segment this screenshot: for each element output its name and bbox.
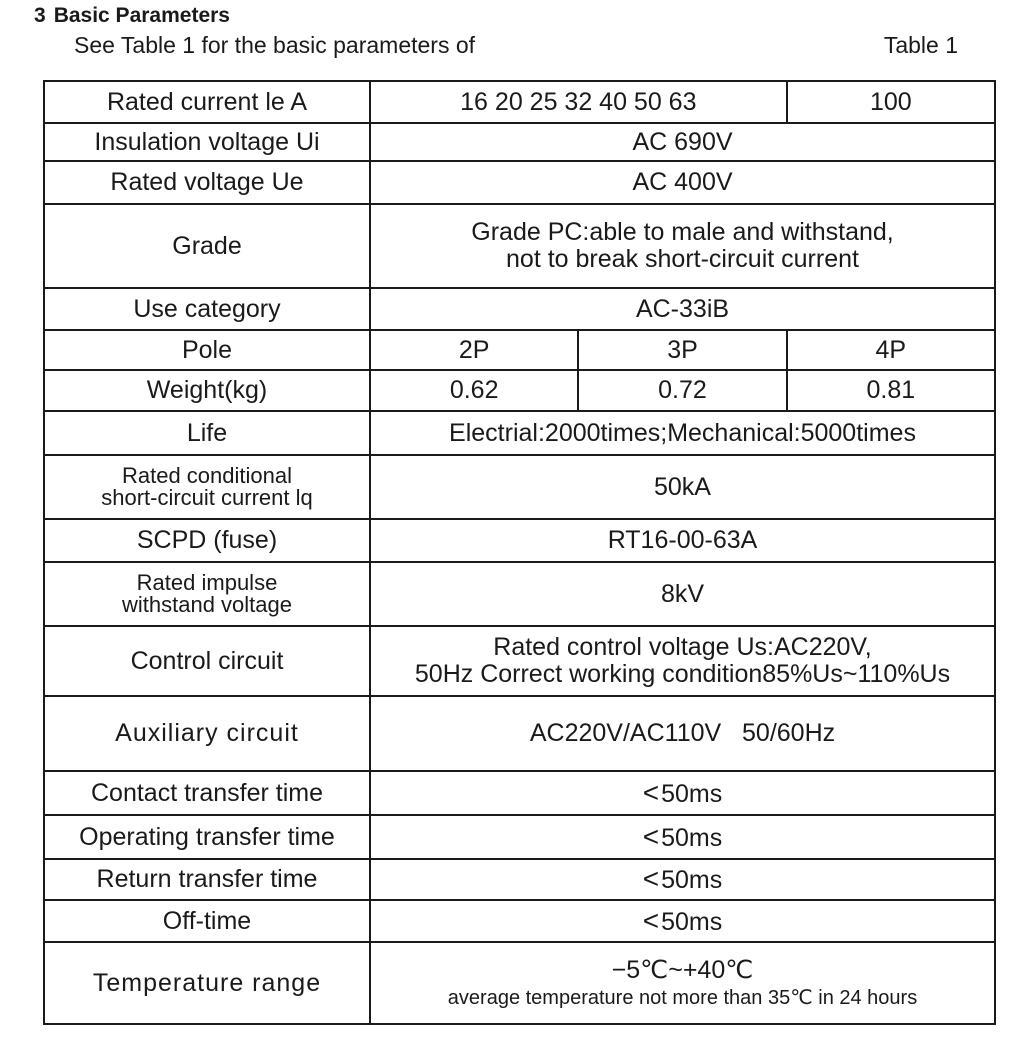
rated-conditional-label-line-1: Rated conditional: [121, 463, 292, 488]
row-pole: [44, 330, 995, 370]
less-than-symbol: <: [642, 776, 660, 808]
impulse-label-line-2: withstand voltage: [122, 592, 292, 617]
insulation-voltage-value: AC 690V: [370, 123, 995, 161]
scpd-value: RT16-00-63A: [370, 519, 995, 562]
row-impulse: [44, 562, 995, 626]
weight-label: Weight(kg): [44, 370, 370, 411]
impulse-label-line-1: Rated impulse: [136, 570, 278, 595]
scpd-label: SCPD (fuse): [44, 519, 370, 562]
row-grade: [44, 204, 995, 288]
contact-transfer-time: 50ms: [661, 779, 723, 808]
insulation-voltage-label: Insulation voltage Ui: [44, 123, 370, 161]
operating-transfer-time: 50ms: [661, 823, 723, 852]
impulse-value: 8kV: [370, 562, 995, 626]
control-circuit-line-2: 50Hz Correct working condition85%Us~110%Us: [414, 660, 951, 688]
rated-current-extra: 100: [787, 81, 995, 123]
weight-2p: 0.62: [370, 370, 578, 411]
row-return-transfer: [44, 859, 995, 900]
temperature-range-value: −5℃~+40℃: [611, 955, 754, 984]
operating-transfer-label: Operating transfer time: [44, 815, 370, 859]
row-rated-voltage: [44, 161, 995, 204]
pole-label: Pole: [44, 330, 370, 370]
table-label: Table 1: [883, 32, 958, 58]
temperature-note: average temperature not more than 35℃ in 24 hours: [447, 986, 918, 1009]
off-time-time: 50ms: [661, 907, 723, 936]
use-category-label: Use category: [44, 288, 370, 330]
grade-line-2: not to break short-circuit current: [506, 245, 859, 273]
auxiliary-circuit-label: Auxiliary circuit: [44, 696, 370, 771]
rated-voltage-value: AC 400V: [370, 161, 995, 204]
intro-text: See Table 1 for the basic parameters of: [74, 32, 476, 58]
use-category-value: AC-33iB: [370, 288, 995, 330]
contact-transfer-value: [370, 771, 995, 815]
control-circuit-label: Control circuit: [44, 626, 370, 696]
row-weight: [44, 370, 995, 411]
auxiliary-circuit-value: AC220V/AC110V 50/60Hz: [370, 696, 995, 771]
basic-parameters-table: [43, 80, 996, 1025]
rated-voltage-label: Rated voltage Ue: [44, 161, 370, 204]
row-rated-current: [44, 81, 995, 123]
temperature-value-cell: [370, 942, 995, 1024]
control-circuit-line-1: Rated control voltage Us:AC220V,: [493, 633, 872, 661]
contact-transfer-label: Contact transfer time: [44, 771, 370, 815]
less-than-symbol: <: [642, 904, 660, 936]
row-off-time: [44, 900, 995, 942]
section-title: Basic Parameters: [53, 4, 230, 27]
return-transfer-time: 50ms: [661, 866, 723, 894]
return-transfer-value: [370, 859, 995, 900]
control-circuit-value: [370, 626, 995, 696]
impulse-label: [44, 562, 370, 626]
off-time-label: Off-time: [44, 900, 370, 942]
row-contact-transfer: [44, 771, 995, 815]
row-control-circuit: [44, 626, 995, 696]
weight-4p: 0.81: [787, 370, 995, 411]
row-scpd: [44, 519, 995, 562]
row-insulation-voltage: [44, 123, 995, 161]
return-transfer-label: Return transfer time: [44, 859, 370, 900]
row-rated-conditional: [44, 455, 995, 519]
row-use-category: [44, 288, 995, 330]
row-auxiliary-circuit: [44, 696, 995, 771]
operating-transfer-value: [370, 815, 995, 859]
section-number: 3: [34, 4, 46, 27]
rated-conditional-value: 50kA: [370, 455, 995, 519]
grade-value: [370, 204, 995, 288]
pole-3p: 3P: [578, 330, 786, 370]
row-temperature: [44, 942, 995, 1024]
pole-4p: 4P: [787, 330, 995, 370]
rated-conditional-label: [44, 455, 370, 519]
temperature-label: Temperature range: [44, 942, 370, 1024]
grade-label: Grade: [44, 204, 370, 288]
off-time-value: [370, 900, 995, 942]
pole-2p: 2P: [370, 330, 578, 370]
rated-current-values: 16 20 25 32 40 50 63: [370, 81, 787, 123]
rated-conditional-label-line-2: short-circuit current lq: [101, 485, 313, 510]
life-label: Life: [44, 411, 370, 455]
life-value: Electrial:2000times;Mechanical:5000times: [370, 411, 995, 455]
less-than-symbol: <: [642, 820, 660, 852]
row-life: [44, 411, 995, 455]
section-heading: [34, 4, 230, 28]
rated-current-label: Rated current le A: [44, 81, 370, 123]
row-operating-transfer: [44, 815, 995, 859]
less-than-symbol: <: [642, 863, 660, 894]
grade-line-1: Grade PC:able to male and withstand,: [471, 218, 894, 246]
weight-3p: 0.72: [578, 370, 786, 411]
